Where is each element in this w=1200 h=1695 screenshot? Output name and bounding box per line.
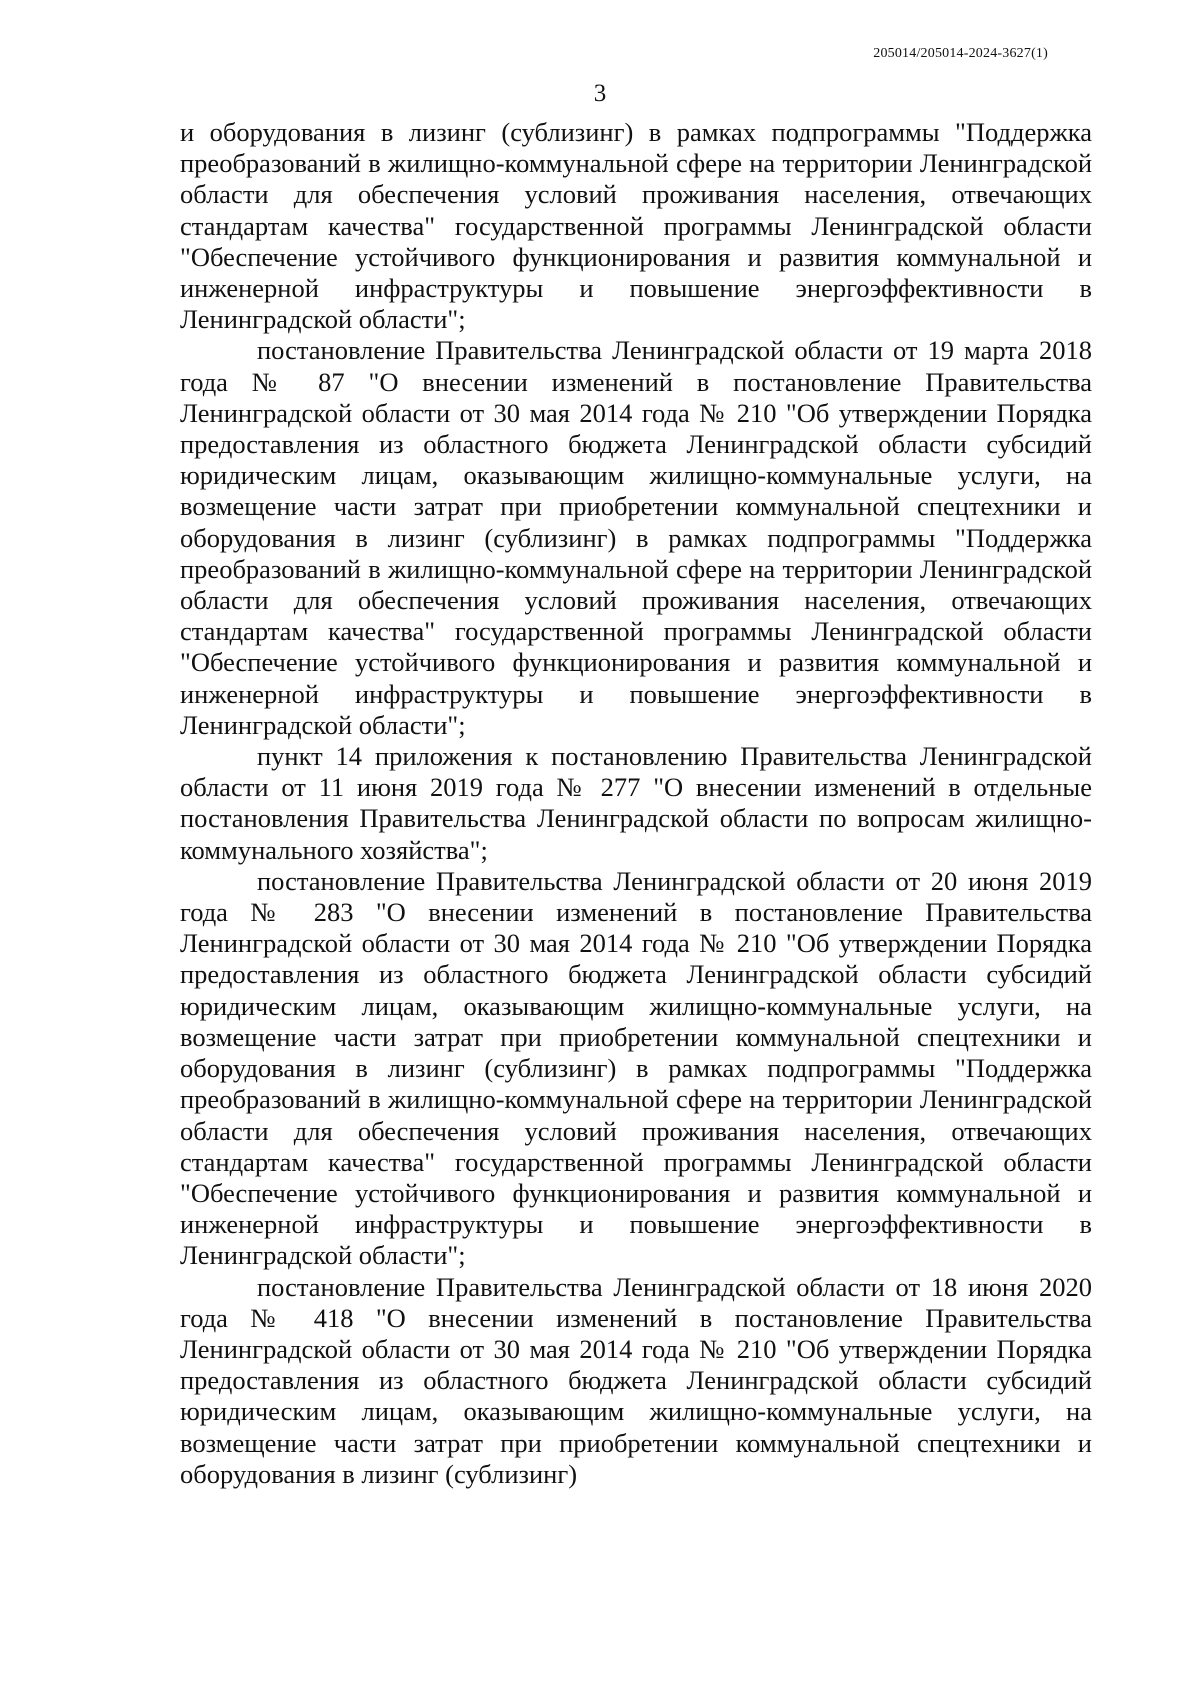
paragraph-item-14-2019-277: пункт 14 приложения к постановлению Правительства Ленинградской области от 11 июня 2019 года № 277 "О внесении изменений в отдельные постановления Правительства Ленинградской области по вопросам жилищно-коммунального хозяйства"; xyxy=(180,741,1092,865)
paragraph-continuation: и оборудования в лизинг (сублизинг) в рамках подпрограммы "Поддержка преобразований в жилищно-коммунальной сфере на территории Ленинградской области для обеспечения условий проживания населения, отвечающих стандартам качества" государственной программы Ленинградской области "Обеспечение устойчивого функционирования и развития коммунальной и инженерной инфраструктуры и повышение энергоэффективности в Ленинградской области"; xyxy=(180,117,1092,335)
paragraph-resolution-2018-87: постановление Правительства Ленинградской области от 19 марта 2018 года № 87 "О внесении изменений в постановление Правительства Ленинградской области от 30 мая 2014 года № 210 "Об утверждении Порядка предоставления из областного бюджета Ленинградской области субсидий юридическим лицам, оказывающим жилищно-коммунальные услуги, на возмещение части затрат при приобретении коммунальной спецтехники и оборудования в лизинг (сублизинг) в рамках подпрограммы "Поддержка преобразований в жилищно-коммунальной сфере на территории Ленинградской области для обеспечения условий проживания населения, отвечающих стандартам качества" государственной программы Ленинградской области "Обеспечение устойчивого функционирования и развития коммунальной и инженерной инфраструктуры и повышение энергоэффективности в Ленинградской области"; xyxy=(180,335,1092,740)
paragraph-resolution-2020-418: постановление Правительства Ленинградской области от 18 июня 2020 года № 418 "О внесении изменений в постановление Правительства Ленинградской области от 30 мая 2014 года № 210 "Об утверждении Порядка предоставления из областного бюджета Ленинградской области субсидий юридическим лицам, оказывающим жилищно-коммунальные услуги, на возмещение части затрат при приобретении коммунальной спецтехники и оборудования в лизинг (сублизинг) xyxy=(180,1271,1092,1489)
paragraph-resolution-2019-283: постановление Правительства Ленинградской области от 20 июня 2019 года № 283 "О внесении изменений в постановление Правительства Ленинградской области от 30 мая 2014 года № 210 "Об утверждении Порядка предоставления из областного бюджета Ленинградской области субсидий юридическим лицам, оказывающим жилищно-коммунальные услуги, на возмещение части затрат при приобретении коммунальной спецтехники и оборудования в лизинг (сублизинг) в рамках подпрограммы "Поддержка преобразований в жилищно-коммунальной сфере на территории Ленинградской области для обеспечения условий проживания населения, отвечающих стандартам качества" государственной программы Ленинградской области "Обеспечение устойчивого функционирования и развития коммунальной и инженерной инфраструктуры и повышение энергоэффективности в Ленинградской области"; xyxy=(180,865,1092,1271)
page-number: 3 xyxy=(593,80,607,107)
document-id: 205014/205014-2024-3627(1) xyxy=(873,46,1048,61)
document-body xyxy=(180,117,1092,1490)
